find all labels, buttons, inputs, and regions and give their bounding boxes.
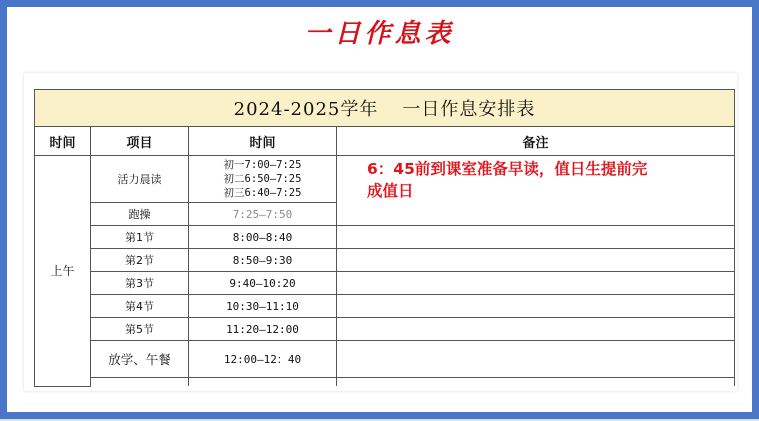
time-cell: 11:20—12:00: [189, 318, 337, 341]
time-cell: [189, 156, 337, 203]
note-cell: [337, 378, 735, 387]
table-row: [35, 226, 735, 249]
item-cell: 第3节: [91, 272, 189, 295]
note-cell: [337, 249, 735, 272]
banner-title: 一日作息表: [304, 19, 455, 49]
table-row-partial: [35, 378, 735, 387]
item-cell: 第2节: [91, 249, 189, 272]
header-note: 备注: [337, 127, 735, 156]
header-row: [35, 127, 735, 156]
note-cell: [337, 341, 735, 378]
period-cell: 上午: [35, 156, 91, 387]
note-text: 6：45前到课室准备早读，值日生提前完成值日: [367, 160, 648, 200]
note-cell: [337, 318, 735, 341]
time-line: 初一7:00—7:25: [223, 159, 302, 171]
time-line: 初二6:50—7:25: [223, 173, 302, 185]
table-row: [35, 272, 735, 295]
table-row: [35, 295, 735, 318]
item-cell: 活力晨读: [91, 156, 189, 203]
item-cell: 第4节: [91, 295, 189, 318]
header-time: 时间: [189, 127, 337, 156]
item-cell: [91, 378, 189, 387]
item-cell: 放学、午餐: [91, 341, 189, 378]
title-name: 一日作息安排表: [402, 99, 536, 120]
time-cell: 10:30—11:10: [189, 295, 337, 318]
time-cell: 7:25—7:50: [189, 203, 337, 226]
header-period: 时间: [35, 127, 91, 156]
time-cell: 12:00—12：40: [189, 341, 337, 378]
note-cell: [337, 295, 735, 318]
table-row: [35, 341, 735, 378]
table-row: [35, 318, 735, 341]
table-row: [35, 156, 735, 203]
table-row: [35, 249, 735, 272]
title-year: 2024-2025学年: [233, 99, 379, 120]
schedule-sheet: [24, 73, 737, 391]
time-line: 初三6:40—7:25: [223, 187, 302, 199]
time-cell: 8:50—9:30: [189, 249, 337, 272]
schedule-table: [34, 89, 735, 387]
item-cell: 第1节: [91, 226, 189, 249]
time-cell: 8:00—8:40: [189, 226, 337, 249]
table-title: [35, 90, 735, 127]
time-cell: 9:40—10:20: [189, 272, 337, 295]
table-title-row: [35, 90, 735, 127]
note-cell: [337, 226, 735, 249]
header-item: 项目: [91, 127, 189, 156]
note-cell: [337, 272, 735, 295]
item-cell: 跑操: [91, 203, 189, 226]
time-cell: [189, 378, 337, 387]
item-cell: 第5节: [91, 318, 189, 341]
note-cell: [337, 156, 735, 226]
